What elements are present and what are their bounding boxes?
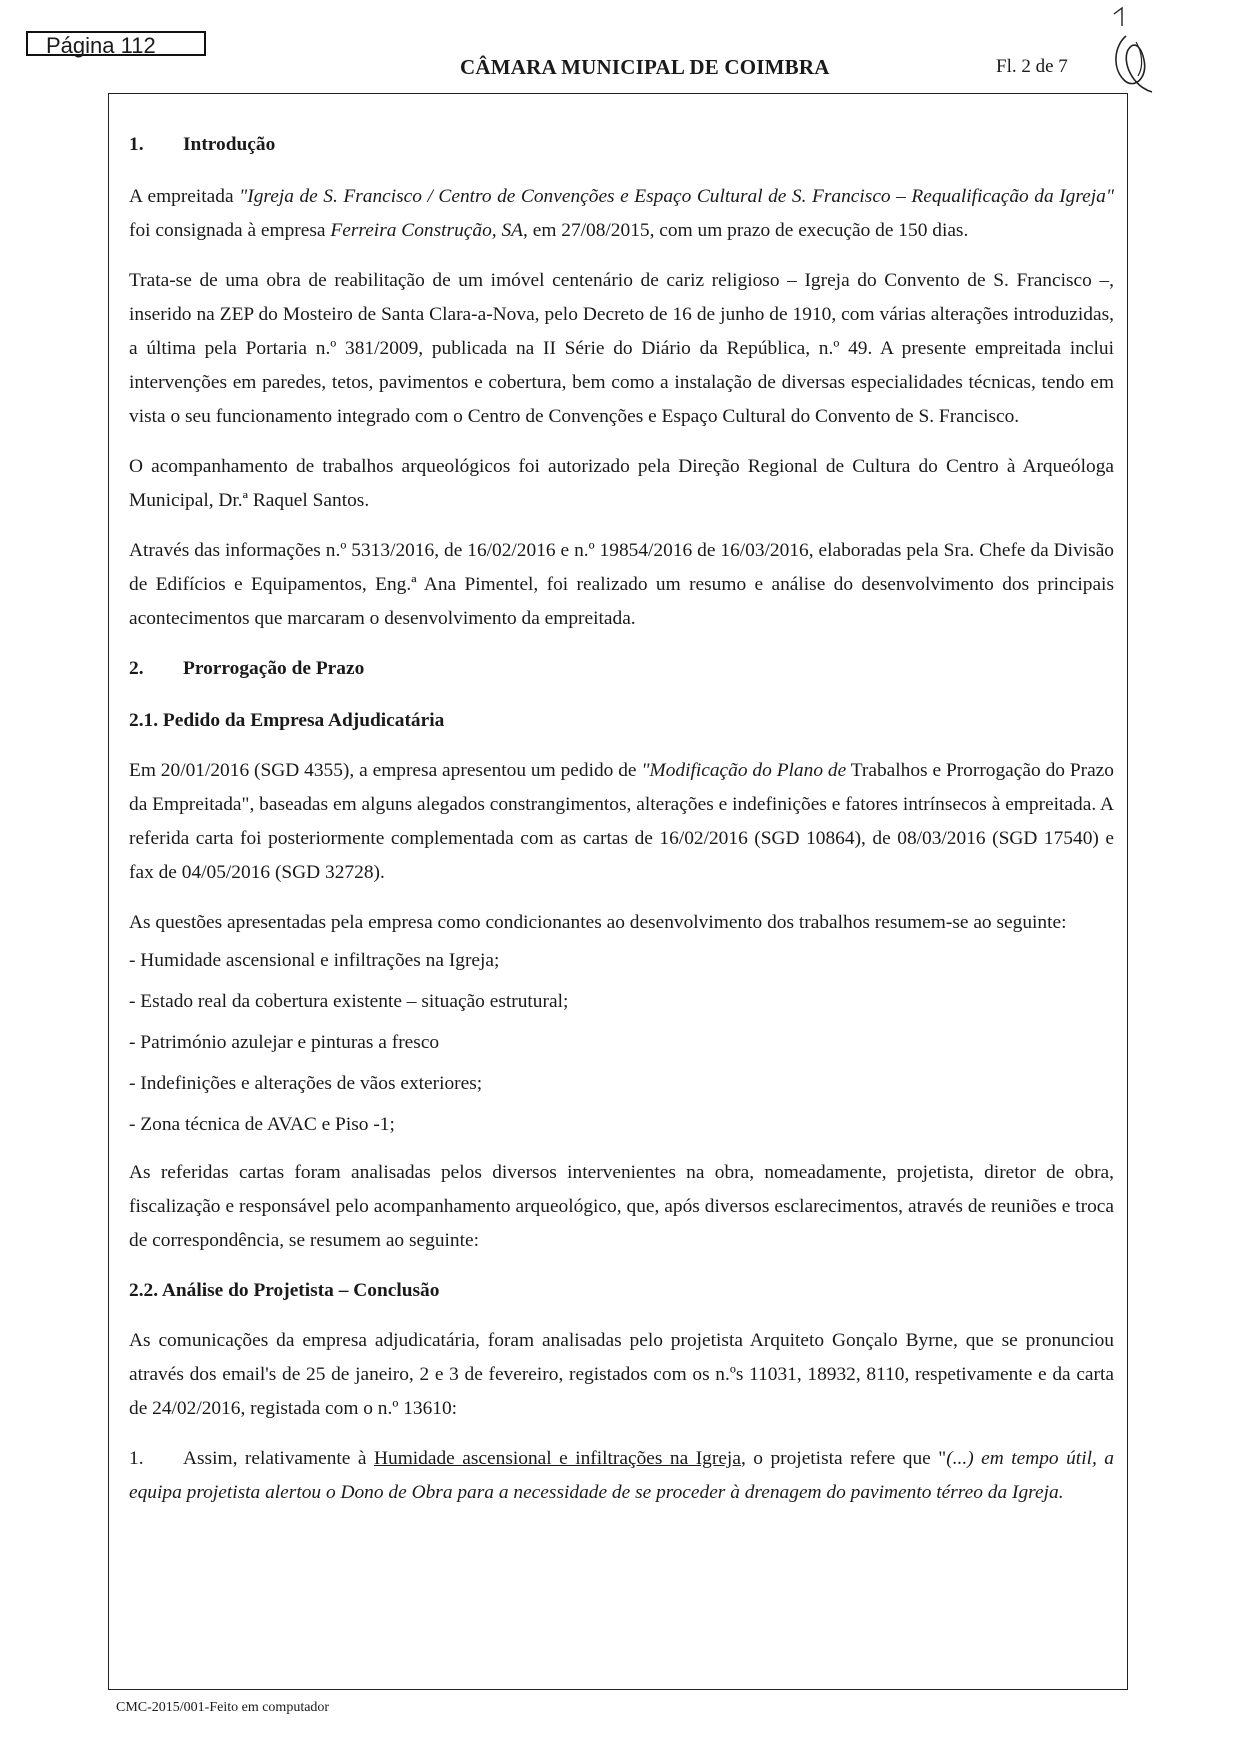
p1-text-c: foi consignada à empresa	[129, 220, 331, 241]
intro-paragraph-4: Através das informações n.º 5313/2016, de 16/02/2016 e n.º 19854/2016 de 16/03/2016, elaboradas pela Sra. Chefe da Divisão de Edifícios e Equipamentos, Eng.ª Ana Pimentel, foi realizado um resumo e análise do desenvolvimento dos principais acontecimentos que marcaram o desenvolvimento da empreitada.	[129, 540, 1114, 629]
section-2-number: 2.	[129, 658, 144, 679]
item-1-text-c: , o projetista refere que "	[740, 1448, 947, 1469]
request-paragraph	[129, 754, 1114, 890]
p5-text-c: Trabalhos e Prorrogação do Prazo da Empreitada", baseadas em alguns alegados constrangimentos, alterações e indefinições e fatores intrínsecos à empreitada. A referida carta foi posteriormente complementada com as cartas de 16/02/2016 (SGD 10864), de 08/03/2016 (SGD 17540) e fax de 04/05/2016 (SGD 32728).	[129, 760, 1114, 883]
p1-project-name: "Igreja de S. Francisco / Centro de Convenções e Espaço Cultural de S. Francisco – Requalificação da Igreja"	[239, 186, 1115, 207]
intro-paragraph-2: Trata-se de uma obra de reabilitação de um imóvel centenário de cariz religioso – Igreja do Convento de S. Francisco –, inserido na ZEP do Mosteiro de Santa Clara-a-Nova, pelo Decreto de 16 de junho de 1910, com várias alterações introduzidas, a última pela Portaria n.º 381/2009, publicada na II Série do Diário da República, n.º 49. A presente empreitada inclui intervenções em paredes, tetos, pavimentos e cobertura, bem como a instalação de diversas especialidades técnicas, tendo em vista o seu funcionamento integrado com o Centro de Convenções e Espaço Cultural do Convento de S. Francisco.	[129, 270, 1114, 427]
list-item: - Património azulejar e pinturas a fresco	[129, 1032, 440, 1053]
folio-number: Fl. 2 de 7	[996, 56, 1068, 77]
designer-paragraph: As comunicações da empresa adjudicatária, foram analisadas pelo projetista Arquiteto Gonçalo Byrne, que se pronunciou através dos email's de 25 de janeiro, 2 e 3 de fevereiro, registados com os n.ºs 11031, 18932, 8110, respetivamente e da carta de 24/02/2016, registada com o n.º 13610:	[129, 1330, 1114, 1419]
document-header-title: CÂMARA MUNICIPAL DE COIMBRA	[460, 55, 830, 79]
analysis-paragraph: As referidas cartas foram analisadas pelos diversos intervenientes na obra, nomeadamente, projetista, diretor de obra, fiscalização e responsável pelo acompanhamento arqueológico, que, após diversos esclarecimentos, através de reuniões e troca de correspondência, se resumem ao seguinte:	[129, 1162, 1114, 1251]
section-2-heading	[129, 652, 1114, 686]
handwritten-initial-mark	[1108, 6, 1156, 96]
item-1-underlined-topic: Humidade ascensional e infiltrações na Igreja	[374, 1448, 741, 1469]
document-footer-code: CMC-2015/001-Feito em computador	[116, 1700, 330, 1715]
list-item: - Indefinições e alterações de vãos exteriores;	[129, 1073, 483, 1094]
list-item: - Estado real da cobertura existente – situação estrutural;	[129, 991, 569, 1012]
intro-paragraph-1	[129, 180, 1114, 248]
issues-list	[129, 944, 1114, 1142]
p1-text-a: A empreitada	[129, 186, 240, 207]
section-2-title: Prorrogação de Prazo	[183, 658, 365, 679]
p5-text-a: Em 20/01/2016 (SGD 4355), a empresa apresentou um pedido de	[129, 760, 642, 781]
page-number-label: Página 112	[26, 31, 206, 56]
section-2-2-heading: 2.2. Análise do Projetista – Conclusão	[129, 1280, 440, 1301]
section-1-heading	[129, 128, 1114, 162]
list-item: - Zona técnica de AVAC e Piso -1;	[129, 1114, 395, 1135]
issues-intro-paragraph: As questões apresentadas pela empresa como condicionantes ao desenvolvimento dos trabalhos resumem-se ao seguinte:	[129, 912, 1067, 933]
item-1-number: 1.	[129, 1448, 144, 1469]
p5-request-title: "Modificação do Plano de	[641, 760, 847, 781]
section-1-title: Introdução	[183, 134, 276, 155]
section-2-1-heading: 2.1. Pedido da Empresa Adjudicatária	[129, 710, 445, 731]
p1-text-e: , em 27/08/2015, com um prazo de execução de 150 dias.	[523, 220, 969, 241]
document-body	[129, 128, 1114, 1526]
numbered-item-1	[129, 1442, 1114, 1510]
list-item: - Humidade ascensional e infiltrações na Igreja;	[129, 950, 500, 971]
intro-paragraph-3: O acompanhamento de trabalhos arqueológicos foi autorizado pela Direção Regional de Cultura do Centro à Arqueóloga Municipal, Dr.ª Raquel Santos.	[129, 456, 1114, 511]
section-1-number: 1.	[129, 134, 144, 155]
item-1-text-a: Assim, relativamente à	[183, 1448, 374, 1469]
p1-company-name: Ferreira Construção, SA	[330, 220, 524, 241]
item-1-quote: (...) em tempo útil, a equipa projetista alertou o Dono de Obra para a necessidade de se proceder à drenagem do pavimento térreo da Igreja.	[129, 1448, 1114, 1503]
